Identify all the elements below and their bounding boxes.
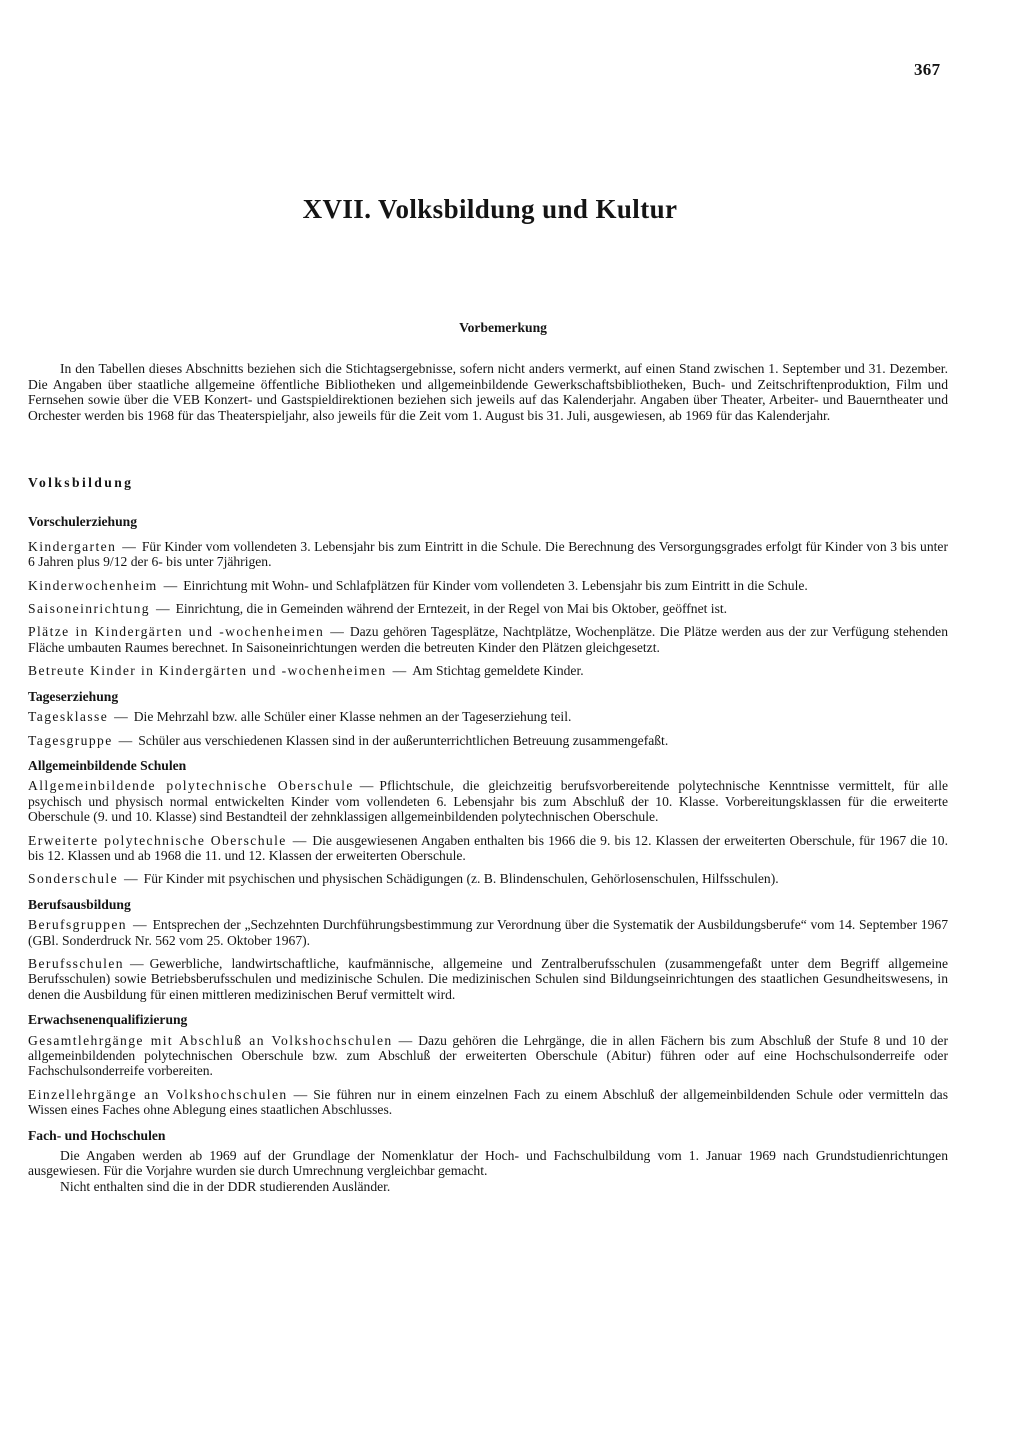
page-number: 367 — [914, 60, 941, 79]
chapter-title: XVII. Volksbildung und Kultur — [302, 194, 678, 224]
entry-text: Die ausgewiesenen Angaben enthalten bis 1966 die 9. bis 12. Klassen der erweiterten Oberschule, für 1967 die 10. bis 12. Klassen und ab 1968 die 11. und 12. Klassen der erweiterten Oberschule. — [28, 832, 949, 863]
entry-term: Tagesklasse — [28, 709, 109, 725]
entry-term: Berufsschulen — [28, 955, 124, 971]
definition-entry: Sonderschule — Für Kinder mit psychischen und physischen Schädigungen (z. B. Blindenschulen, Gehörlosenschulen, Hilfsschulen). — [28, 871, 779, 887]
entry-text: Entsprechen der „Sechzehnten Durchführungsbestimmung zur Verordnung über die Systematik der Ausbildungsberufe“ vom 14. September 1967 (GBl. Sonderdruck Nr. 562 vom 25. Oktober 1967). — [28, 917, 948, 948]
definition-entry: Saisoneinrichtung — Einrichtung, die in Gemeinden während der Erntezeit, in der Regel von Mai bis Oktober, geöffnet ist. — [28, 601, 728, 617]
entry-text: Gewerbliche, landwirtschaftliche, kaufmännische, allgemeine und Zentralberufsschulen (zusammengefaßt unter dem Begriff allgemeine Berufsschulen) sowie Betriebsberufsschulen und medizinische Schulen. Die medizinischen Schulen sind Bildungseinrichtungen des staatlichen Gesundheitswesens, in denen die Ausbildung für einen mittleren medizinischen Beruf vermittelt wird. — [28, 955, 948, 1002]
subsection-heading: Tageserziehung — [28, 688, 119, 704]
entry-text: Am Stichtag gemeldete Kinder. — [412, 663, 584, 679]
entry-term: Tagesgruppe — [28, 732, 113, 748]
definition-entry: Betreute Kinder in Kindergärten und -wochenheimen — Am Stichtag gemeldete Kinder. — [28, 663, 584, 679]
definition-entry: Kindergarten — Für Kinder vom vollendeten 3. Lebensjahr bis zum Eintritt in die Schule. Die Berechnung des Versorgungsgrades erfolgt für Kinder von 3 bis unter 6 Jahren plus 9/12 der 6- bis unter 7jährigen. — [28, 538, 948, 570]
paragraph: Nicht enthalten sind die in der DDR studierenden Ausländer. — [60, 1178, 391, 1194]
entry-term: Einzellehrgänge an Volkshochschulen — [28, 1086, 288, 1102]
entry-term: Gesamtlehrgänge mit Abschluß an Volkshochschulen — [28, 1032, 393, 1048]
entry-text: Sie führen nur in einem einzelnen Fach zu einem Abschluß der allgemeinbildenden Schule oder vermitteln das Wissen eines Faches ohne Ablegung eines staatlichen Abschlusses. — [28, 1086, 948, 1118]
definition-entry: Einzellehrgänge an Volkshochschulen — Sie führen nur in einem einzelnen Fach zu einem Abschluß der allgemeinbildenden Schule oder vermitteln das Wissen eines Faches ohne Ablegung eines staatlichen Abschlusses. — [28, 1086, 948, 1118]
entry-term: Plätze in Kindergärten und -wochenheimen — [28, 624, 325, 640]
vorbemerkung-heading: Vorbemerkung — [459, 320, 547, 335]
entry-term: Betreute Kinder in Kindergärten und -wochenheimen — [28, 663, 387, 679]
entry-term: Kinderwochenheim — [28, 577, 158, 593]
definition-entry: Plätze in Kindergärten und -wochenheimen — Dazu gehören Tagesplätze, Nachtplätze, Wochenplätze. Die Plätze werden aus der zur Verfügung stehenden Fläche umbauten Raumes berechnet. In Saisoneinrichtungen werden die betreuten Kinder den Plätzen gleichgesetzt. — [28, 624, 948, 655]
subsection-heading: Fach- und Hochschulen — [28, 1127, 166, 1143]
entry-text: Für Kinder mit psychischen und physischen Schädigungen (z. B. Blindenschulen, Gehörlosenschulen, Hilfsschulen). — [143, 871, 779, 887]
subsection-heading: Berufsausbildung — [28, 896, 131, 912]
entry-text: Schüler aus verschiedenen Klassen sind in der außerunterrichtlichen Betreuung zusammengefaßt. — [138, 732, 669, 748]
subsection-heading: Erwachsenenqualifizierung — [28, 1012, 188, 1028]
definition-entry: Berufsschulen — Gewerbliche, landwirtschaftliche, kaufmännische, allgemeine und Zentralberufsschulen (zusammengefaßt unter dem Begriff allgemeine Berufsschulen) sowie Betriebsberufsschulen und medizinische Schulen. Die medizinischen Schulen sind Bildungseinrichtungen des staatlichen Gesundheitswesens, in denen die Ausbildung für einen mittleren medizinischen Beruf vermittelt wird. — [28, 955, 948, 1002]
entry-text: Die Mehrzahl bzw. alle Schüler einer Klasse nehmen an der Tageserziehung teil. — [133, 709, 572, 725]
entry-term: Kindergarten — [28, 538, 117, 554]
vorbemerkung-paragraph: In den Tabellen dieses Abschnitts beziehen sich die Stichtagsergebnisse, sofern nicht anders vermerkt, auf einen Stand zwischen 1. September und 31. Dezember. Die Angaben über staatliche allgemeine öffentliche Bibliotheken und allgemeinbildende Gewerkschaftsbibliotheken, Buch- und Zeitschriftenproduktion, Film und Fernsehen sowie über die VEB Konzert- und Gastspieldirektionen beziehen sich jeweils auf das Kalenderjahr. Angaben über Theater, Arbeiter- und Bauerntheater und Orchester werden bis 1968 für das Theaterspieljahr, also jeweils für die Zeit vom 1. August bis 31. Juli, ausgewiesen, ab 1969 für das Kalenderjahr. — [28, 361, 948, 423]
entry-text: Einrichtung, die in Gemeinden während der Erntezeit, in der Regel von Mai bis Oktober, geöffnet ist. — [175, 601, 728, 617]
entry-term: Allgemeinbildende polytechnische Oberschule — [28, 778, 354, 794]
subsection-heading: Vorschulerziehung — [28, 514, 138, 530]
entry-text: Einrichtung mit Wohn- und Schlafplätzen für Kinder vom vollendeten 3. Lebensjahr bis zum Eintritt in die Schule. — [183, 577, 808, 593]
definition-entry: Gesamtlehrgänge mit Abschluß an Volkshochschulen — Dazu gehören die Lehrgänge, die in allen Fächern bis zum Abschluß der Stufe 8 und 10 der allgemeinbildenden polytechnischen Oberschule bzw. zum Abschluß der erweiterten Oberschule (Abitur) führen oder auf eine Hochschulsonderreife oder Fachschulsonderreife vorbereiten. — [28, 1032, 948, 1079]
definition-entry: Kinderwochenheim — Einrichtung mit Wohn- und Schlafplätzen für Kinder vom vollendeten 3. Lebensjahr bis zum Eintritt in die Schule. — [28, 577, 808, 593]
entry-term: Sonderschule — [28, 871, 119, 887]
definition-entry: Allgemeinbildende polytechnische Oberschule — Pflichtschule, die gleichzeitig berufsvorbereitende polytechnische Kenntnisse vermittelt, für alle psychisch und physisch normal entwickelten Kinder vom vollendeten 6. Lebensjahr bis zum Abschluß der 10. Klasse. Vorbereitungsklassen für die erweiterte Oberschule (9. und 10. Klasse) sind Bestandteil der zehnklassigen allgemeinbildenden polytechnischen Oberschule. — [28, 778, 949, 825]
section-heading-volksbildung: Volksbildung — [28, 475, 134, 491]
entry-text: Für Kinder vom vollendeten 3. Lebensjahr bis zum Eintritt in die Schule. Die Berechnung des Versorgungsgrades erfolgt für Kinder von 3 bis unter 6 Jahren plus 9/12 der 6- bis unter 7jährigen. — [28, 538, 948, 570]
entry-text: Dazu gehören die Lehrgänge, die in allen Fächern bis zum Abschluß der Stufe 8 und 10 der allgemeinbildenden polytechnischen Oberschule bzw. zum Abschluß der erweiterten Oberschule (Abitur) führen oder auf eine Hochschulsonderreife oder Fachschulsonderreife vorbereiten. — [28, 1032, 948, 1079]
subsection-heading: Allgemeinbildende Schulen — [28, 757, 187, 773]
entry-text: Dazu gehören Tagesplätze, Nachtplätze, Wochenplätze. Die Plätze werden aus der zur Verfügung stehenden Fläche umbauten Raumes berechnet. In Saisoneinrichtungen werden die betreuten Kinder den Plätzen gleichgesetzt. — [28, 624, 948, 655]
entry-text: Pflichtschule, die gleichzeitig berufsvorbereitende polytechnische Kenntnisse vermittelt, für alle psychisch und physisch normal entwickelten Kinder vom vollendeten 6. Lebensjahr bis zum Abschluß der 10. Klasse. Vorbereitungsklassen für die erweiterte Oberschule (9. und 10. Klasse) sind Bestandteil der zehnklassigen allgemeinbildenden polytechnischen Oberschule. — [28, 778, 949, 825]
definition-entry: Tagesklasse — Die Mehrzahl bzw. alle Schüler einer Klasse nehmen an der Tageserziehung teil. — [28, 709, 572, 725]
page-content — [28, 320, 948, 1194]
entry-term: Berufsgruppen — [28, 917, 127, 933]
paragraph: Die Angaben werden ab 1969 auf der Grundlage der Nomenklatur der Hoch- und Fachschulbildung vom 1. Januar 1969 nach Grundstudienrichtungen ausgewiesen. Für die Vorjahre wurden sie durch Umrechnung vergleichbar gemacht. — [28, 1148, 948, 1179]
entry-term: Saisoneinrichtung — [28, 601, 150, 617]
entry-term: Erweiterte polytechnische Oberschule — [28, 832, 287, 848]
definition-entry: Berufsgruppen — Entsprechen der „Sechzehnten Durchführungsbestimmung zur Verordnung über die Systematik der Ausbildungsberufe“ vom 14. September 1967 (GBl. Sonderdruck Nr. 562 vom 25. Oktober 1967). — [28, 917, 948, 948]
definition-entry: Erweiterte polytechnische Oberschule — Die ausgewiesenen Angaben enthalten bis 1966 die 9. bis 12. Klassen der erweiterten Oberschule, für 1967 die 10. bis 12. Klassen und ab 1968 die 11. und 12. Klassen der erweiterten Oberschule. — [28, 832, 949, 863]
definition-entry: Tagesgruppe — Schüler aus verschiedenen Klassen sind in der außerunterrichtlichen Betreuung zusammengefaßt. — [28, 732, 669, 748]
